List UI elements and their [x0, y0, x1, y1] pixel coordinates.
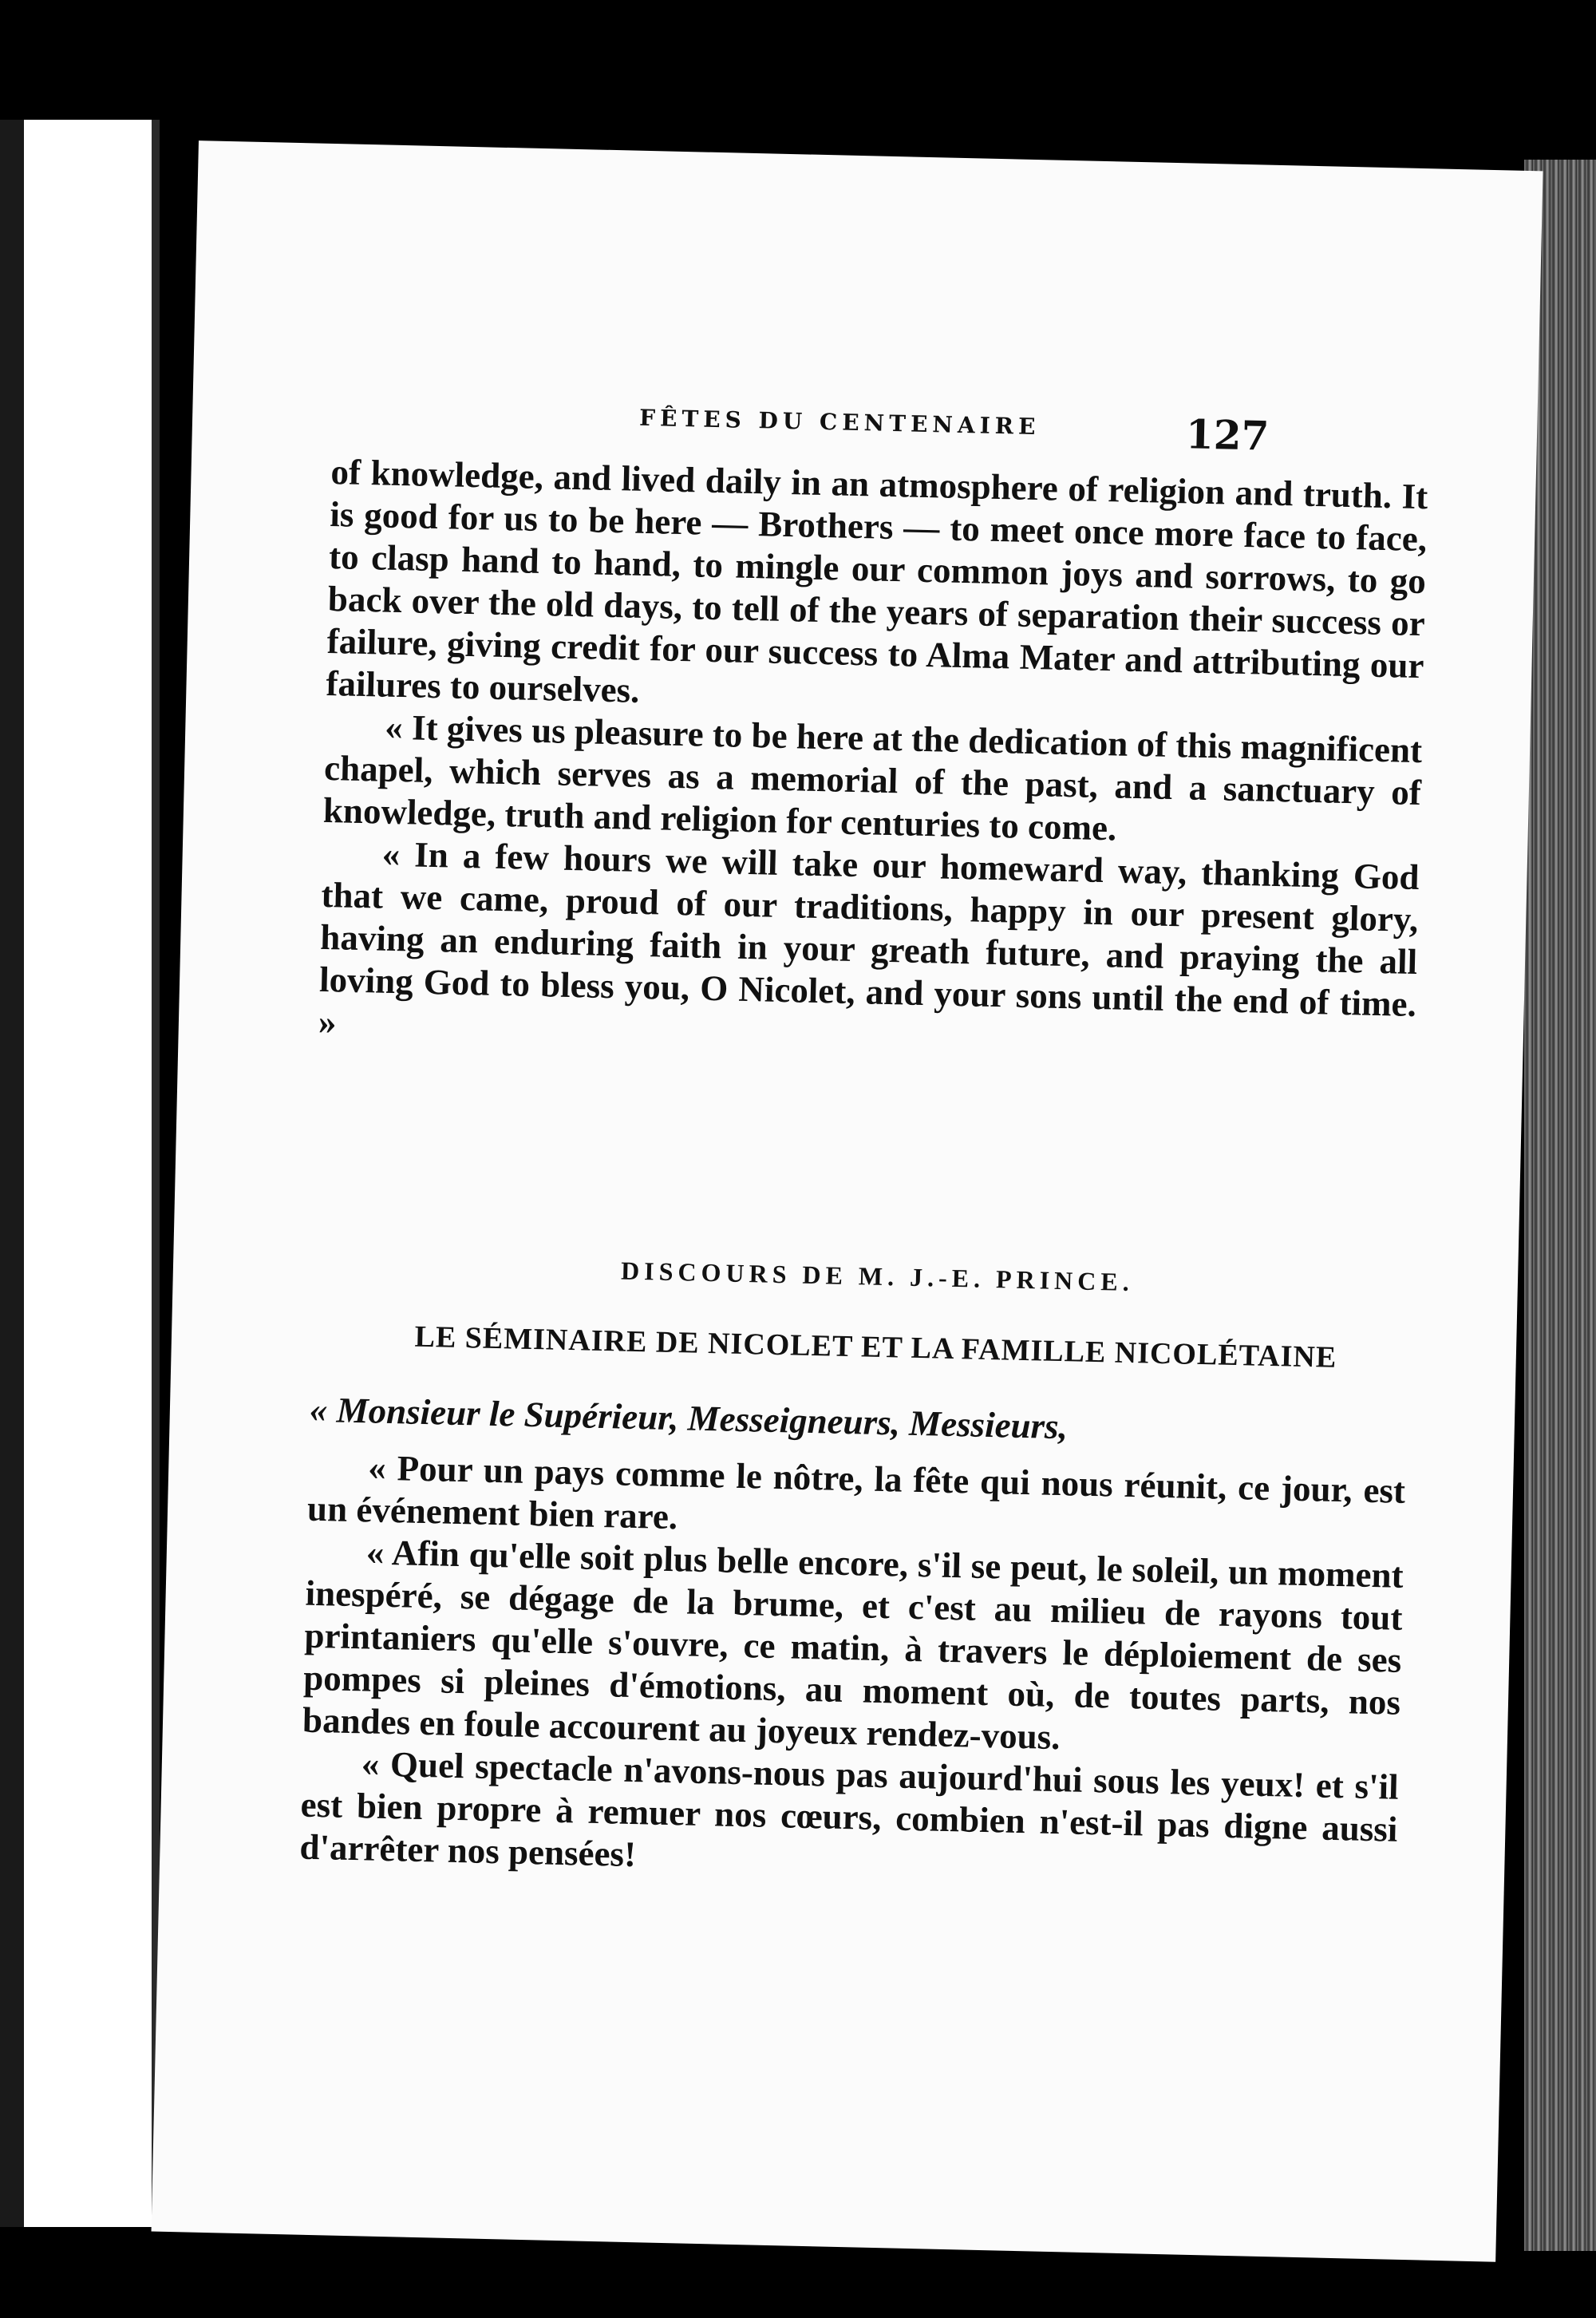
- paragraph: « It gives us pleasure to be here at the dedication of this magnificent chapel, which serves as a memorial of the past, and a sanctuary of knowledge, truth and religion for centuries to come.: [322, 706, 1423, 848]
- running-head: FÊTES DU CENTENAIRE: [638, 404, 1041, 441]
- paragraph: « In a few hours we will take our homeward way, thanking God that we came, proud of our traditions, happy in our present glory, having an enduring faith in your greath future, and praying the all loving God to bless you, O Nicolet, and your sons until the end of time. »: [318, 833, 1420, 1042]
- english-speech-text: [318, 451, 1428, 1068]
- book-page: [152, 140, 1543, 2262]
- paragraph: « Quel spectacle n'avons-nous pas aujourd'hui sous les yeux! et s'il est bien propre à remuer nos cœurs, combien n'est-il pas digne aussi d'arrêter nos pensées!: [298, 1743, 1400, 1875]
- french-speech-text: [299, 1389, 1407, 1893]
- paragraph: « Pour un pays comme le nôtre, la fête qui nous réunit, ce jour, est un événement bien rare.: [306, 1447, 1406, 1537]
- facing-page-shadow: [0, 120, 24, 2227]
- paragraph: of knowledge, and lived daily in an atmosphere of religion and truth. It is good for us to be here — Brothers — to meet once more face to face, to clasp hand to hand, to mingle our common joys and sorrows, to go back over the old days, to tell of the years of separation their success or failure, giving credit for our success to Alma Mater and attributing our failures to ourselves.: [326, 452, 1428, 710]
- speech-heading: DISCOURS DE M. J.-E. PRINCE.: [620, 1256, 1135, 1297]
- speech-title: LE SÉMINAIRE DE NICOLET ET LA FAMILLE NICOLÉTAINE: [414, 1319, 1337, 1375]
- facing-page-edge: [0, 120, 160, 2227]
- paragraph: « Afin qu'elle soit plus belle encore, s'il se peut, le soleil, un moment inespéré, se dégage de la brume, et c'est au milieu de rayons tout printaniers qu'elle s'ouvre, ce matin, à travers le déploiement de ses pompes si pleines d'émotions, au moment où, de toutes parts, nos bandes en foule accourent au joyeux rendez-vous.: [302, 1532, 1404, 1758]
- salutation: « Monsieur le Supérieur, Messeigneurs, Messieurs,: [309, 1389, 1069, 1447]
- page-number: 127: [1185, 410, 1270, 460]
